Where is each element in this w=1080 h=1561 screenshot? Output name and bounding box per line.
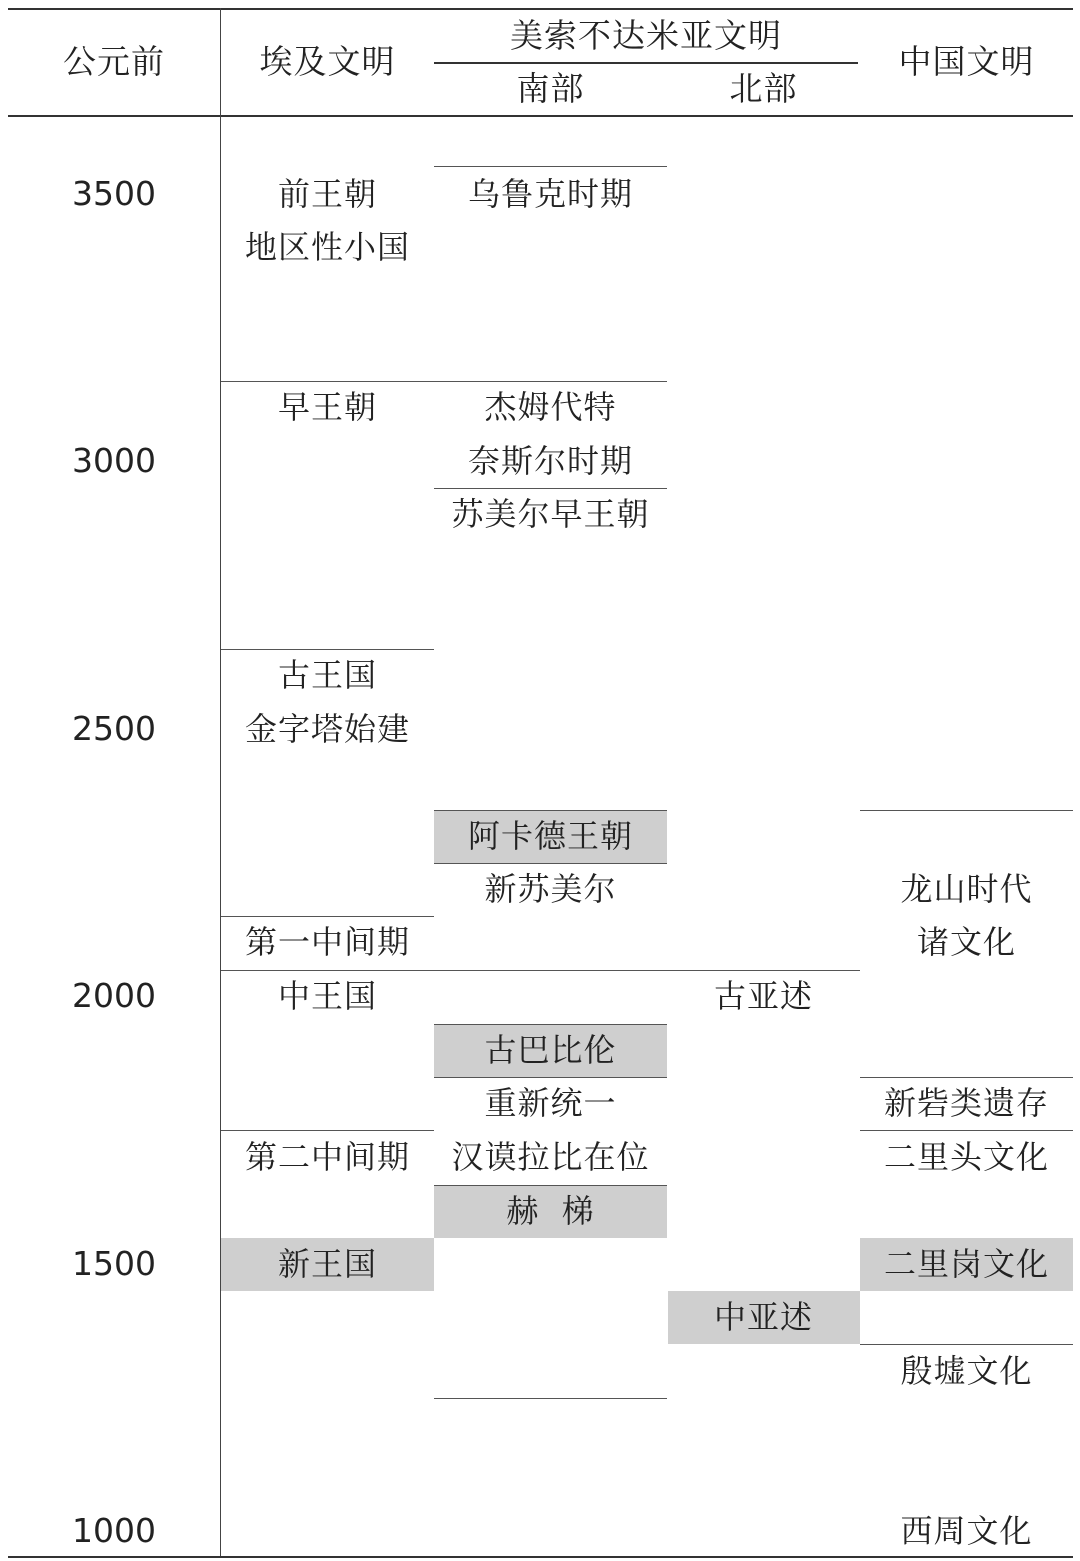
north-middle-assyria: 中亚述 (713, 1298, 813, 1336)
china-western-zhou: 西周文化 (900, 1512, 1033, 1550)
egypt-pre-dynastic-sub: 地区性小国 (244, 228, 410, 266)
south-reunify: 重新统一 (484, 1084, 617, 1122)
egypt-old-kingdom-sub: 金字塔始建 (244, 710, 410, 748)
egypt-new-kingdom: 新王国 (277, 1245, 377, 1283)
year-label: 2000 (72, 976, 156, 1015)
south-line-sumer (434, 488, 667, 489)
china-xinzhai: 新砦类遗存 (883, 1084, 1049, 1122)
china-line-xinzhai (860, 1077, 1073, 1078)
south-akkad: 阿卡德王朝 (467, 817, 633, 855)
year-label: 3000 (72, 441, 156, 480)
egypt-middle-kingdom: 中王国 (277, 977, 377, 1015)
south-uruk: 乌鲁克时期 (467, 175, 633, 213)
china-erligang: 二里岗文化 (883, 1245, 1049, 1283)
meso-line-old-assyria (434, 970, 860, 971)
south-jemdet: 杰姆代特 (484, 388, 617, 426)
header-egypt: 埃及文明 (259, 42, 396, 81)
south-line-hittite-top (434, 1185, 667, 1186)
table-top-border (8, 8, 1073, 10)
egypt-line-second-int (221, 1130, 434, 1131)
china-longshan-sub: 诸文化 (916, 923, 1016, 961)
china-line-longshan (860, 810, 1073, 811)
year-label: 3500 (72, 174, 156, 213)
egypt-first-intermediate: 第一中间期 (244, 923, 410, 961)
south-sumer-early: 苏美尔早王朝 (451, 495, 650, 533)
egypt-early-dynastic: 早王朝 (277, 388, 377, 426)
south-line-babylon-bottom (434, 1077, 667, 1078)
header-meso-north: 北部 (729, 69, 798, 108)
egypt-second-intermediate: 第二中间期 (244, 1138, 410, 1176)
table-bottom-border (8, 1556, 1073, 1558)
south-line-jemdet (434, 381, 667, 382)
china-longshan: 龙山时代 (900, 870, 1033, 908)
egypt-line-first-int (221, 916, 434, 917)
egypt-line-old (221, 649, 434, 650)
china-line-yinxu (860, 1344, 1073, 1345)
south-neo-sumer: 新苏美尔 (484, 870, 617, 908)
year-label: 1000 (72, 1511, 156, 1550)
meso-header-divider (434, 62, 858, 64)
china-yinxu: 殷墟文化 (900, 1352, 1033, 1390)
south-hammurabi: 汉谟拉比在位 (451, 1138, 650, 1176)
header-bottom-border (8, 115, 1073, 117)
south-old-babylon: 古巴比伦 (484, 1031, 617, 1069)
south-line-uruk (434, 166, 667, 167)
china-line-erlitou (860, 1130, 1073, 1131)
china-erlitou: 二里头文化 (883, 1138, 1049, 1176)
header-china: 中国文明 (898, 42, 1035, 81)
south-hittite: 赫 梯 (506, 1192, 595, 1230)
header-meso-south: 南部 (516, 69, 585, 108)
egypt-pre-dynastic: 前王朝 (277, 175, 377, 213)
egypt-old-kingdom: 古王国 (277, 656, 377, 694)
header-year: 公元前 (63, 42, 165, 81)
south-line-akkad-top (434, 810, 667, 811)
egypt-line-early (221, 381, 434, 382)
header-meso: 美索不达米亚文明 (510, 16, 782, 55)
south-line-akkad-bottom (434, 863, 667, 864)
year-label: 2500 (72, 709, 156, 748)
north-old-assyria: 古亚述 (713, 977, 813, 1015)
south-line-babylon-top (434, 1024, 667, 1025)
south-jemdet-sub: 奈斯尔时期 (467, 442, 633, 480)
year-label: 1500 (72, 1244, 156, 1283)
south-line-end (434, 1398, 667, 1399)
egypt-line-middle (221, 970, 434, 971)
